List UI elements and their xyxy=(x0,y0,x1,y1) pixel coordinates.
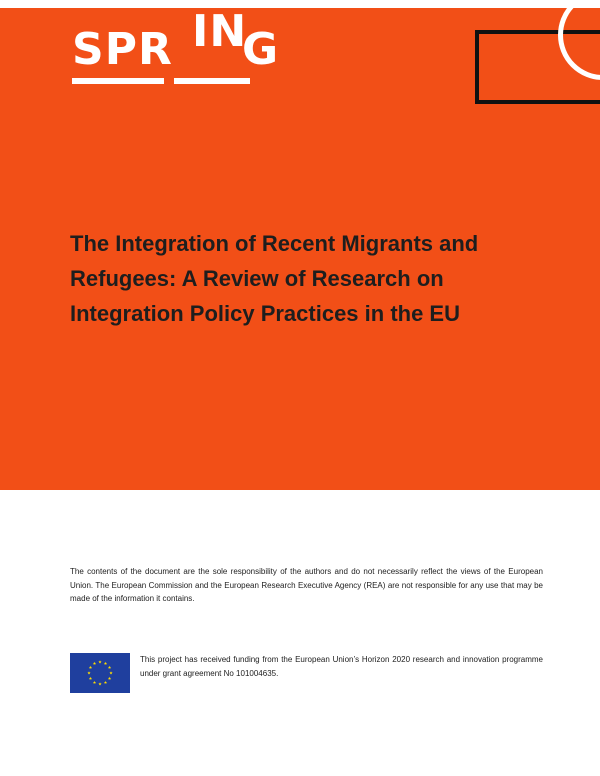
logo-underline xyxy=(72,78,250,84)
logo-text-spr: SPR xyxy=(72,24,173,75)
logo-text-g: G xyxy=(242,24,280,75)
eu-flag-icon xyxy=(70,653,130,693)
logo-text-in: IN xyxy=(192,8,248,57)
logo-underline-gap xyxy=(164,78,174,84)
disclaimer-text: The contents of the document are the sole responsibility of the authors and do not necessarily reflect the views of the European Union. The European Commission and the European Research Executive Agency (REA) are not responsible for any use that may be made of the information it contains. xyxy=(70,567,543,603)
cover-banner xyxy=(0,8,600,490)
document-title: The Integration of Recent Migrants and Refugees: A Review of Research on Integration Policy Practices in the EU xyxy=(70,231,479,326)
funding-text: This project has received funding from the European Union’s Horizon 2020 research and innovation programme under grant agreement No 101004635. xyxy=(140,655,543,678)
